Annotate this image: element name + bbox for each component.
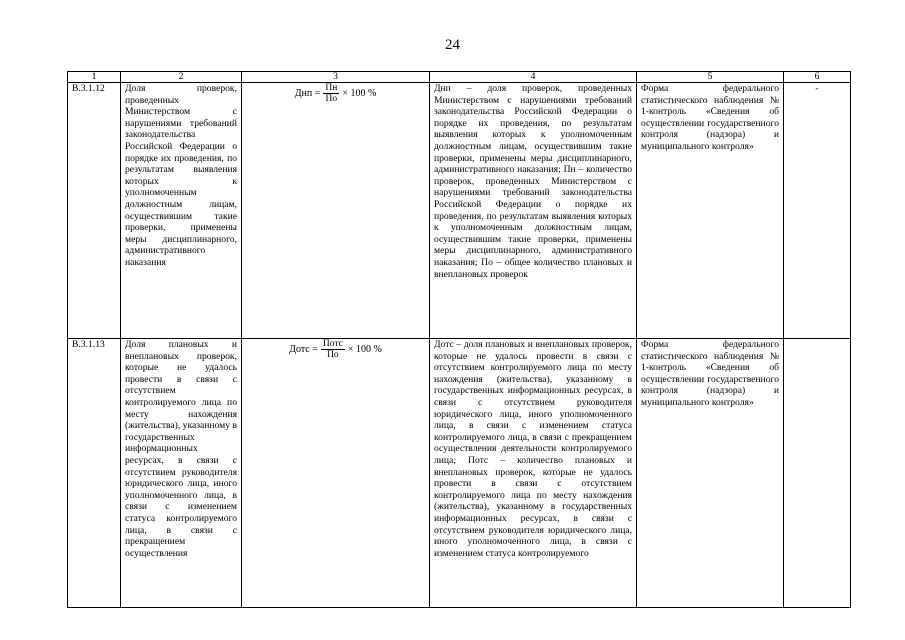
column-header: 2 [121, 72, 242, 83]
column-header: 3 [242, 72, 430, 83]
column-header: 1 [68, 72, 121, 83]
data-source: Форма федерального статистического наблюдения № 1-контроль «Сведения об осуществлении государственного контроля (надзора) и муниципального контроля» [637, 83, 784, 339]
formula-rhs: × 100 % [342, 87, 377, 99]
data-source: Форма федерального статистического наблюдения № 1-контроль «Сведения об осуществлении государственного контроля (надзора) и муниципального контроля» [637, 339, 784, 608]
table-row [68, 339, 851, 608]
formula-numerator: Пн [325, 83, 338, 93]
formula-denominator: По [325, 94, 338, 104]
indicator-table [67, 71, 851, 608]
indicator-code: В.3.1.12 [68, 83, 121, 339]
formula [246, 83, 425, 104]
table-header-row [68, 72, 851, 83]
formula-cell [242, 339, 430, 608]
note [784, 339, 851, 608]
indicator-description [430, 339, 637, 608]
note: - [784, 83, 851, 339]
formula [246, 339, 425, 360]
page-number: 24 [445, 37, 460, 53]
column-header: 6 [784, 72, 851, 83]
formula-lhs: Дотс = [289, 343, 318, 355]
indicator-code: В.3.1.13 [68, 339, 121, 608]
formula-cell [242, 83, 430, 339]
column-header: 4 [430, 72, 637, 83]
column-header: 5 [637, 72, 784, 83]
formula-numerator: Потс [322, 339, 343, 349]
formula-fraction [321, 339, 345, 360]
table-row [68, 83, 851, 339]
formula-denominator: По [327, 350, 339, 360]
formula-fraction [323, 83, 339, 104]
formula-rhs: × 100 % [347, 343, 382, 355]
indicator-description-text: Дотс – доля плановых и внеплановых проверок, которые не удалось провести в связи с отсутствием контролируемого лица по месту нахождения (жительства), указанному в государственных информационных ресурсах, в связи с отсутствием руководителя юридического лица, иного уполномоченного лица, в связи с изменением статуса контролируемого лица, в связи с прекращением осуществления деятельности контролируемого лица; Потс – количество плановых и внеплановых проверок, которые не удалось провести в связи с отсутствием контролируемого лица по месту нахождения (жительства), указанному в государственных информационных ресурсах, в связи с отсутствием руководителя юридического лица, иного уполномоченного лица, в связи с изменением статуса контролируемого [434, 339, 632, 559]
indicator-name [121, 339, 242, 608]
indicator-name: Доля проверок, проведенных Министерством с нарушениями требований законодательства Российской Федерации о порядке их проведения, по результатам выявления которых к уполномоченным должностным лицам, осуществившим такие проверки, применены меры дисциплинарного, административного наказания [121, 83, 242, 339]
indicator-name-text: Доля плановых и внеплановых проверок, которые не удалось провести в связи с отсутствием контролируемого лица по месту нахождения (жительства), указанному в государственных информационных ресурсах, в связи с отсутствием руководителя юридического лица, иного уполномоченного лица, в связи с изменением статуса контролируемого лица, в связи с прекращением осуществления [125, 339, 237, 559]
indicator-description: Днп – доля проверок, проведенных Министерством с нарушениями требований законодательства Российской Федерации о порядке их проведения, по результатам выявления которых к уполномоченным должностным лицам, осуществившим такие проверки, применены меры дисциплинарного, административного наказания; Пн – количество проверок, проведенных Министерством с нарушениями требований законодательства Российской Федерации о порядке их проведения, по результатам выявления которых к уполномоченным должностным лицам, осуществившим такие проверки, применены меры дисциплинарного, административного наказания; По – общее количество плановых и внеплановых проверок [430, 83, 637, 339]
formula-lhs: Днп = [294, 87, 321, 99]
